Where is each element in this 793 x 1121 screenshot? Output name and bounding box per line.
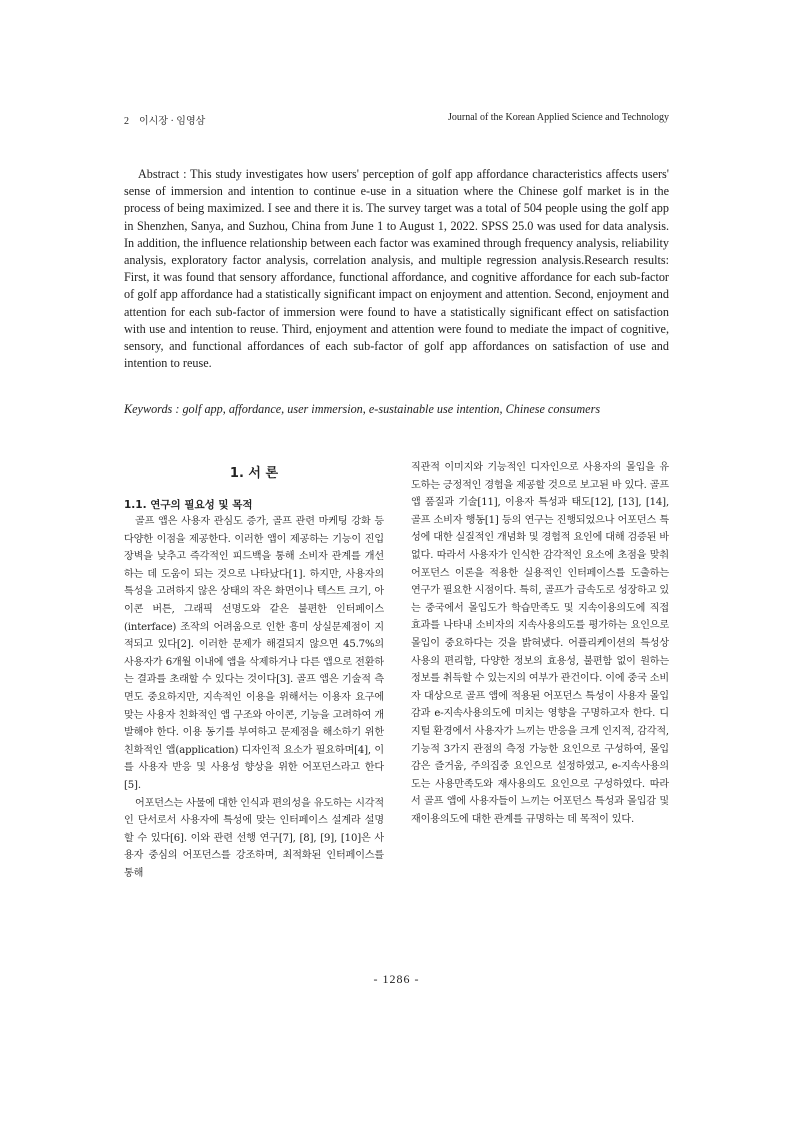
paragraph: 어포던스는 사물에 대한 인식과 편의성을 유도하는 시각적인 단서로서 사용자에 특성에 맞는 인터페이스 설계라 설명할 수 있다[6]. 이와 관련 선행 연구[7], [8], [9], [10]은 사용자 중심의 어포던스를 강조하며, 최적화된 인터페이스를 통해 — [124, 797, 384, 879]
paragraph: 골프 앱은 사용자 관심도 증가, 골프 관련 마케팅 강화 등 다양한 이점을 제공한다. 이러한 앱이 제공하는 기능이 진입 장벽을 낮추고 즉각적인 피드백을 통해 소비자 관계를 개선하는 데 도움이 되는 것으로 나타났다[1]. 하지만, 사용자의 특성을 고려하지 않은 상태의 작은 화면이나 텍스트 크기, 아이콘 버튼, 그래픽 선명도와 같은 불편한 인터페이스(interface) 조작의 어려움으로 인한 흥미 상실문제점이 지적되고 있다[2]. 이러한 문제가 해결되지 않으면 45.7%의 사용자가 6개월 이내에 앱을 삭제하거나 다른 앱으로 전환하는 결과를 초래할 수 있다는 것이다[3]. 골프 앱은 기술적 측면도 중요하지만, 지속적인 이용을 위해서는 이용자 요구에 맞는 사용자 친화적인 앱 구조와 아이콘, 기능을 고려하여 개발해야 한다. 이용 동기를 부여하고 문제점을 해소하기 위한 친화적인 앱(application) 디자인적 요소가 필요하며[4], 이를 사용자 반응 및 사용성 향상을 위한 어포던스라고 한다[5]. — [124, 516, 384, 791]
abstract-text: : This study investigates how users' perception of golf app affordance characteristics affects users' sense of immersion and intention to continue e-use in a situation where the Chinese golf market is in the process of being maximized. I see and there it is. The survey target was a total of 504 people using the golf app in Shenzhen, Sanya, and Suzhou, China from June 1 to August 1, 2022. SPSS 25.0 was used for data analysis. In addition, the influence relationship between each factor was examined through frequency analysis, reliability analysis, exploratory factor analysis, correlation analysis, and multiple regression analysis.Research results: First, it was found that sensory affordance, functional affordance, and cognitive affordance for each sub-factor of golf app affordance had a statistically significant impact on enjoyment and attention. Second, enjoyment and attention for each sub-factor of immersion were found to have a statistically significant effect on satisfaction with use and intention to reuse. Third, enjoyment and attention were found to mediate the impact of cognitive, sensory, and functional affordances of each sub-factor of golf app affordances on satisfaction of use and intention to reuse. — [124, 167, 669, 371]
abstract — [124, 166, 669, 372]
subsection-title: 1.1. 연구의 필요성 및 목적 — [124, 499, 253, 511]
authors: 이시장 · 임영삼 — [139, 116, 206, 127]
abstract-label: Abstract — [138, 167, 180, 181]
section-title: 1. 서 론 — [229, 466, 279, 481]
journal-name: Journal of the Korean Applied Science and Technology — [448, 112, 669, 123]
left-column — [124, 513, 384, 882]
keywords: Keywords : golf app, affordance, user immersion, e-sustainable use intention, Chinese consumers — [124, 402, 601, 416]
page-number: 2 — [124, 116, 129, 127]
page-footer: - 1286 - — [373, 972, 420, 986]
running-header — [124, 112, 669, 128]
paragraph: 직관적 이미지와 기능적인 디자인으로 사용자의 몰입을 유도하는 긍정적인 경험을 제공할 것으로 보고된 바 있다. 골프 앱 품질과 기술[11], 이용자 특성과 태도[12], [13], [14], 골프 소비자 행동[1] 등의 연구는 진행되었으나 어포던스 특성에 대한 실질적인 개념화 및 경험적 요인에 대해 검증된 바 없다. 따라서 사용자가 인식한 감각적인 요소에 초점을 맞춰 어포던스 이론을 적용한 실용적인 인터페이스를 도출하는 연구가 필요한 시점이다. 특히, 골프가 급속도로 성장하고 있는 중국에서 몰입도가 학습만족도 및 지속이용의도에 직접 효과를 나타내 소비자의 지속사용의도를 평가하는 요인으로 몰입이 중요하다는 것을 밝혀냈다. 어플리케이션의 특성상 사용의 편리함, 다양한 정보의 효용성, 불편함 없이 원하는 정보를 취득할 수 있는지의 여부가 관건이다. 이에 중국 소비자 대상으로 골프 앱에 적용된 어포던스 특성이 사용자 몰입감과 e-지속사용의도에 미치는 영향을 구명하고자 한다. 디지털 환경에서 사용자가 느끼는 반응을 크게 인지적, 감각적, 기능적 3가지 관점의 측정 가능한 요인으로 구성하여, 몰입감은 즐거움, 주의집중 요인으로 설정하였고, e-지속사용의도는 사용만족도와 재사용의도 요인으로 구성하였다. 따라서 골프 앱에 사용자들이 느끼는 어포던스 특성과 몰입감 및 재이용의도에 대한 관계를 규명하는 데 목적이 있다. — [411, 462, 669, 825]
right-column — [411, 459, 669, 828]
header-left — [124, 112, 205, 127]
